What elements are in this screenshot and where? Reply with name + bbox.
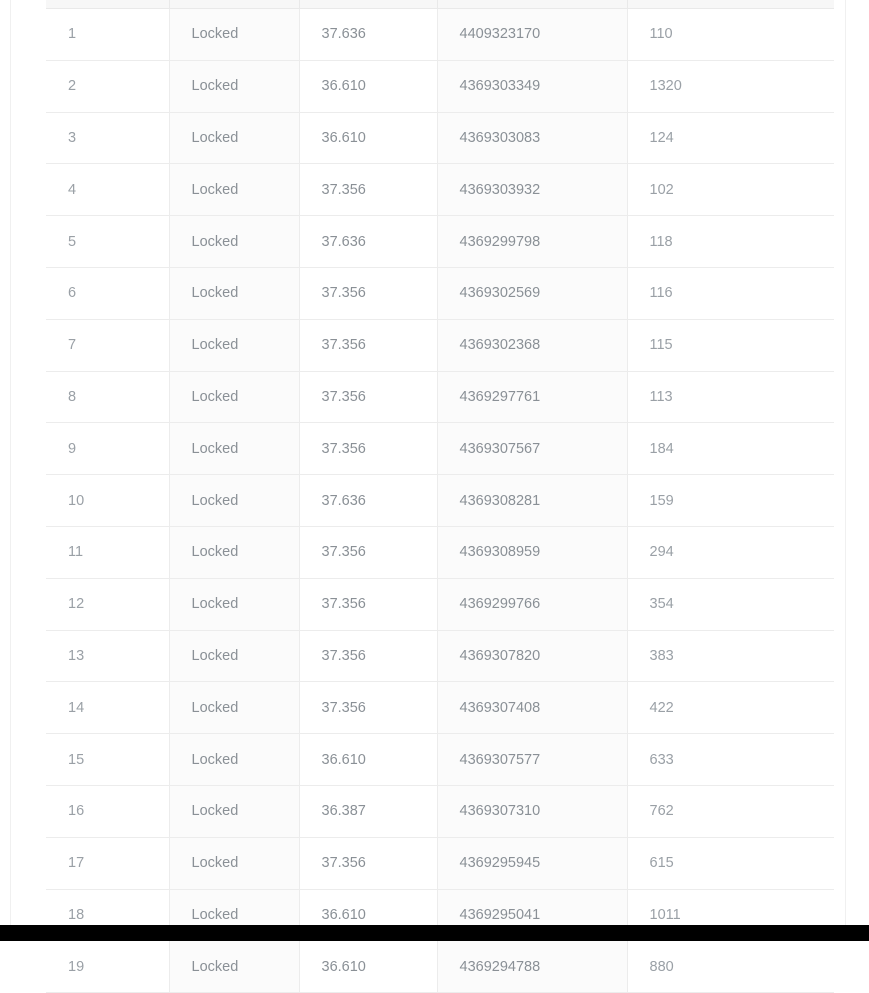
cell-amount: 615 (627, 837, 834, 889)
cell-rate: 36.610 (299, 112, 437, 164)
cell-account: 4369294788 (437, 941, 627, 993)
cell-account: 4369302569 (437, 267, 627, 319)
cell-id: 18 (46, 889, 169, 941)
cell-amount: 113 (627, 371, 834, 423)
cell-rate: 37.636 (299, 475, 437, 527)
column-header-status[interactable] (169, 0, 299, 9)
cell-amount: 115 (627, 319, 834, 371)
page-edge-left (0, 0, 11, 925)
cell-rate: 36.387 (299, 785, 437, 837)
cell-rate: 37.356 (299, 630, 437, 682)
cell-rate: 37.356 (299, 837, 437, 889)
cell-rate: 37.356 (299, 578, 437, 630)
cell-id: 2 (46, 60, 169, 112)
cell-status: Locked (169, 60, 299, 112)
cell-id: 11 (46, 526, 169, 578)
cell-status: Locked (169, 630, 299, 682)
table-row[interactable] (46, 837, 834, 889)
cell-account: 4369307567 (437, 423, 627, 475)
cell-amount: 118 (627, 216, 834, 268)
cell-status: Locked (169, 267, 299, 319)
cell-rate: 37.356 (299, 682, 437, 734)
cell-id: 8 (46, 371, 169, 423)
cell-status: Locked (169, 734, 299, 786)
cell-status: Locked (169, 578, 299, 630)
cell-account: 4369307577 (437, 734, 627, 786)
cell-amount: 354 (627, 578, 834, 630)
cell-rate: 37.356 (299, 371, 437, 423)
cell-amount: 110 (627, 9, 834, 61)
cell-account: 4369303083 (437, 112, 627, 164)
page-edge-right (845, 0, 869, 925)
cell-amount: 116 (627, 267, 834, 319)
cell-id: 15 (46, 734, 169, 786)
table-row[interactable] (46, 319, 834, 371)
cell-status: Locked (169, 475, 299, 527)
table-row[interactable] (46, 475, 834, 527)
cell-amount: 1320 (627, 60, 834, 112)
cell-id: 17 (46, 837, 169, 889)
table-row[interactable] (46, 164, 834, 216)
cell-id: 14 (46, 682, 169, 734)
cell-rate: 37.356 (299, 267, 437, 319)
table-row[interactable] (46, 630, 834, 682)
cell-id: 4 (46, 164, 169, 216)
table-row[interactable] (46, 9, 834, 61)
cell-id: 16 (46, 785, 169, 837)
column-header-account[interactable] (437, 0, 627, 9)
cell-amount: 124 (627, 112, 834, 164)
cell-rate: 37.356 (299, 526, 437, 578)
cell-account: 4369302368 (437, 319, 627, 371)
table-row[interactable] (46, 112, 834, 164)
cell-rate: 36.610 (299, 889, 437, 941)
table-header (46, 0, 834, 9)
table-row[interactable] (46, 941, 834, 993)
cell-status: Locked (169, 216, 299, 268)
cell-rate: 37.356 (299, 319, 437, 371)
cell-amount: 294 (627, 526, 834, 578)
cell-account: 4369308281 (437, 475, 627, 527)
column-header-amount[interactable] (627, 0, 834, 9)
table-row[interactable] (46, 785, 834, 837)
cell-account: 4369307310 (437, 785, 627, 837)
cell-id: 19 (46, 941, 169, 993)
data-table (46, 0, 834, 993)
table-header-row (46, 0, 834, 9)
cell-id: 13 (46, 630, 169, 682)
table-row[interactable] (46, 267, 834, 319)
table-row[interactable] (46, 371, 834, 423)
cell-rate: 37.636 (299, 216, 437, 268)
cell-account: 4369307408 (437, 682, 627, 734)
column-header-id[interactable] (46, 0, 169, 9)
cell-rate: 36.610 (299, 734, 437, 786)
cell-status: Locked (169, 526, 299, 578)
cell-status: Locked (169, 837, 299, 889)
cell-rate: 37.356 (299, 164, 437, 216)
cell-rate: 37.636 (299, 9, 437, 61)
cell-account: 4369295945 (437, 837, 627, 889)
cell-id: 7 (46, 319, 169, 371)
cell-amount: 159 (627, 475, 834, 527)
cell-status: Locked (169, 164, 299, 216)
table-row[interactable] (46, 60, 834, 112)
cell-account: 4369299766 (437, 578, 627, 630)
cell-status: Locked (169, 941, 299, 993)
cell-status: Locked (169, 682, 299, 734)
table-body (46, 9, 834, 993)
cell-account: 4369303349 (437, 60, 627, 112)
cell-id: 9 (46, 423, 169, 475)
table-row[interactable] (46, 423, 834, 475)
cell-account: 4369308959 (437, 526, 627, 578)
column-header-rate[interactable] (299, 0, 437, 9)
cell-account: 4369297761 (437, 371, 627, 423)
cell-status: Locked (169, 785, 299, 837)
cell-status: Locked (169, 423, 299, 475)
cell-amount: 102 (627, 164, 834, 216)
data-table-container[interactable] (46, 0, 834, 975)
cell-rate: 36.610 (299, 941, 437, 993)
cell-status: Locked (169, 889, 299, 941)
cell-id: 3 (46, 112, 169, 164)
cell-id: 1 (46, 9, 169, 61)
cell-amount: 184 (627, 423, 834, 475)
cell-id: 12 (46, 578, 169, 630)
cell-rate: 36.610 (299, 60, 437, 112)
table-row[interactable] (46, 526, 834, 578)
cell-amount: 422 (627, 682, 834, 734)
cell-status: Locked (169, 319, 299, 371)
table-row[interactable] (46, 216, 834, 268)
table-row[interactable] (46, 734, 834, 786)
cell-rate: 37.356 (299, 423, 437, 475)
cell-amount: 880 (627, 941, 834, 993)
cell-amount: 762 (627, 785, 834, 837)
table-row[interactable] (46, 578, 834, 630)
cell-status: Locked (169, 112, 299, 164)
table-row[interactable] (46, 682, 834, 734)
cell-account: 4409323170 (437, 9, 627, 61)
cell-id: 6 (46, 267, 169, 319)
cell-account: 4369307820 (437, 630, 627, 682)
cell-status: Locked (169, 9, 299, 61)
cell-account: 4369295041 (437, 889, 627, 941)
cell-amount: 1011 (627, 889, 834, 941)
cell-account: 4369299798 (437, 216, 627, 268)
cell-id: 5 (46, 216, 169, 268)
cell-amount: 383 (627, 630, 834, 682)
cell-status: Locked (169, 371, 299, 423)
cell-account: 4369303932 (437, 164, 627, 216)
cell-id: 10 (46, 475, 169, 527)
cell-amount: 633 (627, 734, 834, 786)
bottom-bar (0, 925, 869, 941)
